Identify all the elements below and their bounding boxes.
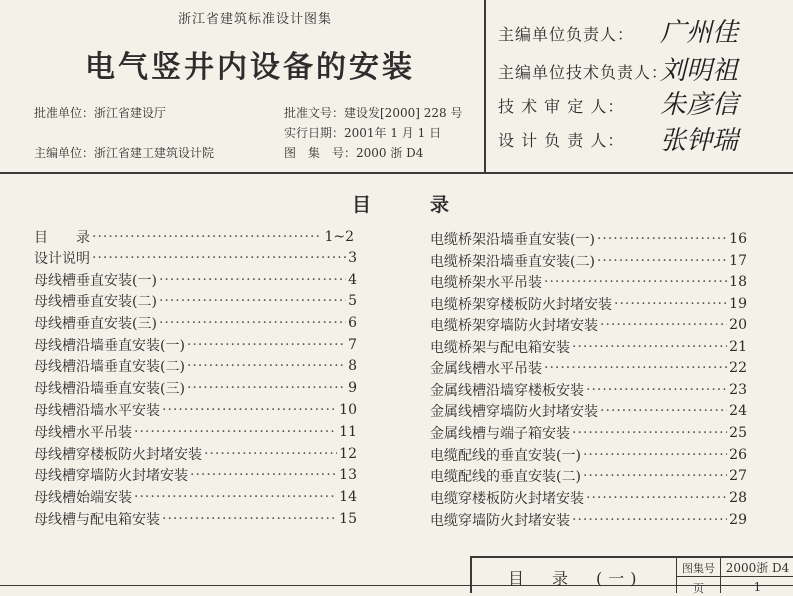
approval-document-number: 批准文号：建设发[2000] 228 号 bbox=[284, 106, 463, 120]
toc-leader bbox=[583, 468, 727, 484]
toc-leader bbox=[92, 229, 322, 245]
footer-middle-rule bbox=[676, 576, 793, 577]
toc-item-title: 电缆配线的垂直安装(二) bbox=[430, 469, 581, 485]
toc-leader bbox=[572, 512, 727, 528]
toc-item[interactable] bbox=[34, 487, 357, 507]
toc-item-title: 金属线槽与端子箱安装 bbox=[430, 426, 570, 442]
header-divider bbox=[484, 0, 486, 172]
toc-item[interactable] bbox=[34, 422, 357, 442]
toc-leader bbox=[162, 402, 337, 418]
toc-leader bbox=[187, 358, 346, 374]
toc-item-page: 12 bbox=[339, 446, 357, 462]
header-bottom-rule bbox=[0, 172, 793, 174]
toc-item[interactable] bbox=[430, 272, 747, 292]
signature-tech: 刘明祖 bbox=[660, 56, 739, 86]
toc-item-page: 23 bbox=[729, 382, 747, 398]
toc-item-page: 5 bbox=[348, 293, 357, 309]
signature-chief: 广州佳 bbox=[660, 18, 739, 48]
toc-item-page: 6 bbox=[348, 315, 357, 331]
toc-item-page: 21 bbox=[729, 339, 747, 355]
toc-leader bbox=[586, 382, 727, 398]
toc-item-title: 电缆桥架穿楼板防火封堵安装 bbox=[430, 297, 612, 313]
toc-item-page: 28 bbox=[729, 490, 747, 506]
toc-item-title: 电缆穿墙防火封堵安装 bbox=[430, 513, 570, 529]
toc-item-title: 母线槽垂直安装(二) bbox=[34, 294, 157, 310]
toc-item[interactable] bbox=[34, 227, 354, 247]
toc-item[interactable] bbox=[34, 291, 357, 311]
toc-item-title: 电缆桥架水平吊装 bbox=[430, 275, 542, 291]
responsible-label-tech: 主编单位技术负责人： bbox=[498, 63, 669, 82]
toc-item[interactable] bbox=[34, 335, 357, 355]
toc-item-page: 15 bbox=[339, 511, 357, 527]
toc-leader bbox=[544, 274, 727, 290]
footer-page-value: 1 bbox=[753, 580, 762, 594]
toc-item-title: 电缆桥架穿墙防火封堵安装 bbox=[430, 318, 598, 334]
toc-item-page: 3 bbox=[348, 250, 357, 266]
toc-leader bbox=[187, 380, 346, 396]
toc-item-page: 18 bbox=[729, 274, 747, 290]
toc-item[interactable] bbox=[430, 466, 747, 486]
toc-item-title: 电缆穿楼板防火封堵安装 bbox=[430, 491, 584, 507]
toc-leader bbox=[134, 424, 337, 440]
toc-item[interactable] bbox=[34, 444, 357, 464]
toc-item[interactable] bbox=[34, 400, 357, 420]
toc-leader bbox=[600, 403, 727, 419]
footer-outer-rule bbox=[0, 585, 793, 586]
toc-item[interactable] bbox=[430, 510, 747, 530]
toc-leader bbox=[597, 253, 727, 269]
toc-item-title: 电缆桥架与配电箱安装 bbox=[430, 340, 570, 356]
toc-leader bbox=[92, 250, 346, 266]
toc-item[interactable] bbox=[430, 229, 747, 249]
toc-item-page: 25 bbox=[729, 425, 747, 441]
toc-leader bbox=[159, 293, 346, 309]
footer-value-rule bbox=[720, 556, 721, 593]
toc-leader bbox=[600, 317, 727, 333]
toc-item-title: 母线槽水平吊装 bbox=[34, 425, 132, 441]
toc-item-page: 26 bbox=[729, 447, 747, 463]
toc-item-page: 11 bbox=[339, 424, 357, 440]
toc-item[interactable] bbox=[430, 445, 747, 465]
page-title: 电气竖井内设备的安装 bbox=[85, 50, 415, 85]
effective-date: 实行日期：2001年 1 月 1 日 bbox=[284, 126, 442, 140]
toc-item-title: 母线槽与配电箱安装 bbox=[34, 512, 160, 528]
toc-item-page: 20 bbox=[729, 317, 747, 333]
footer-top-rule bbox=[470, 556, 793, 558]
toc-item-title: 金属线槽水平吊装 bbox=[430, 361, 542, 377]
toc-item[interactable] bbox=[34, 465, 357, 485]
toc-item-page: 1~2 bbox=[324, 229, 354, 245]
toc-item-title: 电缆桥架沿墙垂直安装(二) bbox=[430, 254, 595, 270]
toc-item[interactable] bbox=[430, 294, 747, 314]
toc-item[interactable] bbox=[34, 313, 357, 333]
responsible-label-review: 技 术 审 定 人： bbox=[498, 97, 625, 116]
toc-item[interactable] bbox=[34, 378, 357, 398]
toc-item[interactable] bbox=[430, 315, 747, 335]
toc-item[interactable] bbox=[430, 380, 747, 400]
toc-leader bbox=[134, 489, 337, 505]
footer-left-rule bbox=[470, 556, 472, 593]
toc-leader bbox=[159, 272, 346, 288]
toc-item-page: 16 bbox=[729, 231, 747, 247]
toc-item-title: 电缆配线的垂直安装(一) bbox=[430, 448, 581, 464]
toc-item-title: 设计说明 bbox=[34, 251, 90, 267]
toc-item-title: 母线槽垂直安装(一) bbox=[34, 273, 157, 289]
signature-review: 朱彦信 bbox=[660, 90, 739, 120]
toc-item-page: 14 bbox=[339, 489, 357, 505]
responsible-label-design: 设 计 负 责 人： bbox=[498, 131, 625, 150]
toc-item-title: 金属线槽沿墙穿楼板安装 bbox=[430, 383, 584, 399]
footer-atlas-value: 2000浙 D4 bbox=[725, 561, 790, 575]
toc-item-title: 母线槽垂直安装(三) bbox=[34, 316, 157, 332]
toc-leader bbox=[187, 337, 346, 353]
toc-item-title: 母线槽沿墙垂直安装(一) bbox=[34, 338, 185, 354]
toc-item-page: 22 bbox=[729, 360, 747, 376]
toc-leader bbox=[162, 511, 337, 527]
editor-unit: 主编单位：浙江省建工建筑设计院 bbox=[34, 146, 215, 160]
toc-leader bbox=[159, 315, 346, 331]
toc-item-page: 4 bbox=[348, 272, 357, 288]
toc-leader bbox=[597, 231, 727, 247]
toc-item[interactable] bbox=[34, 248, 357, 268]
atlas-number: 图 集 号：2000 浙 D4 bbox=[284, 146, 424, 160]
toc-item-page: 7 bbox=[348, 337, 357, 353]
responsible-label-chief: 主编单位负责人： bbox=[498, 25, 635, 44]
toc-item[interactable] bbox=[430, 488, 747, 508]
toc-item-page: 10 bbox=[339, 402, 357, 418]
toc-item[interactable] bbox=[430, 401, 747, 421]
toc-item[interactable] bbox=[34, 356, 357, 376]
toc-item-title: 目 录 bbox=[34, 230, 90, 246]
toc-leader bbox=[583, 447, 727, 463]
toc-item[interactable] bbox=[430, 251, 747, 271]
approval-unit: 批准单位：浙江省建设厅 bbox=[34, 106, 167, 120]
toc-item-page: 19 bbox=[729, 296, 747, 312]
toc-item[interactable] bbox=[34, 509, 357, 529]
toc-item-title: 母线槽沿墙水平安装 bbox=[34, 403, 160, 419]
toc-item-title: 母线槽穿楼板防火封堵安装 bbox=[34, 447, 202, 463]
toc-item-page: 13 bbox=[339, 467, 357, 483]
toc-item-page: 29 bbox=[729, 512, 747, 528]
toc-item[interactable] bbox=[34, 270, 357, 290]
toc-leader bbox=[204, 446, 337, 462]
footer-atlas-label: 图集号 bbox=[682, 562, 715, 575]
toc-item-title: 母线槽穿墙防火封堵安装 bbox=[34, 468, 188, 484]
toc-item-title: 母线槽沿墙垂直安装(三) bbox=[34, 381, 185, 397]
toc-leader bbox=[572, 339, 727, 355]
toc-leader bbox=[586, 490, 727, 506]
toc-item-title: 母线槽始端安装 bbox=[34, 490, 132, 506]
toc-item[interactable] bbox=[430, 337, 747, 357]
toc-item-title: 电缆桥架沿墙垂直安装(一) bbox=[430, 232, 595, 248]
series-title: 浙江省建筑标准设计图集 bbox=[177, 12, 332, 27]
toc-item-page: 8 bbox=[348, 358, 357, 374]
toc-heading: 目 录 bbox=[352, 194, 470, 216]
toc-leader bbox=[572, 425, 727, 441]
toc-item[interactable] bbox=[430, 358, 747, 378]
toc-item-title: 母线槽沿墙垂直安装(二) bbox=[34, 359, 185, 375]
toc-item[interactable] bbox=[430, 423, 747, 443]
toc-leader bbox=[190, 467, 337, 483]
toc-item-page: 27 bbox=[729, 468, 747, 484]
toc-item-page: 17 bbox=[729, 253, 747, 269]
toc-item-page: 24 bbox=[729, 403, 747, 419]
toc-item-page: 9 bbox=[348, 380, 357, 396]
toc-item-title: 金属线槽穿墙防火封堵安装 bbox=[430, 404, 598, 420]
footer-title: 目 录 (一) bbox=[508, 569, 643, 588]
toc-leader bbox=[544, 360, 727, 376]
signature-design: 张钟瑞 bbox=[660, 126, 739, 156]
footer-page-label: 页 bbox=[693, 582, 704, 595]
toc-leader bbox=[614, 296, 727, 312]
